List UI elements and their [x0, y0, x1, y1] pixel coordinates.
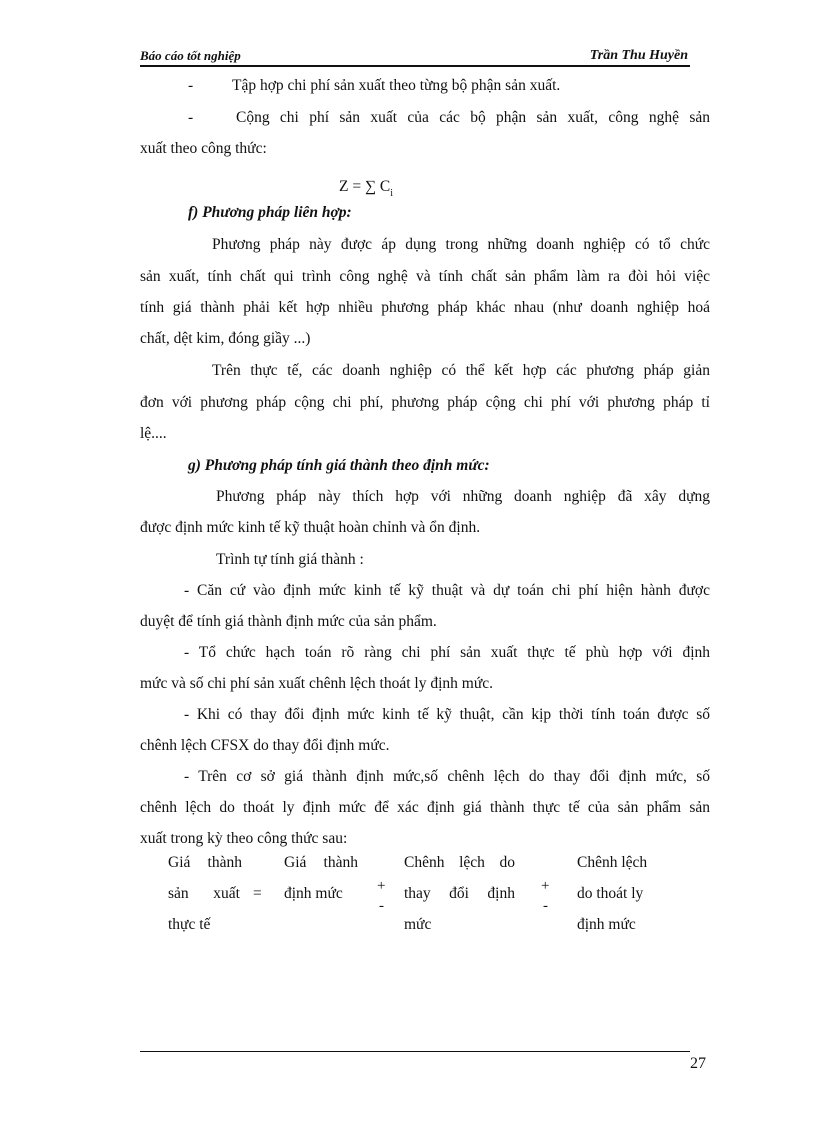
section-heading: f) Phương pháp liên hợp: [188, 204, 352, 221]
plus-sign: + [541, 878, 550, 894]
page-header [140, 47, 690, 67]
plus-sign: + [377, 878, 386, 894]
page-number: 27 [690, 1055, 706, 1072]
minus-sign: - [379, 898, 384, 914]
paragraph-line: lệ.... [140, 425, 167, 442]
list-item-line: - Trên cơ sở giá thành định mức,số chênh lệch do thay đổi định mức, số [184, 768, 710, 785]
equation-term-standard-cost: Giá thành [284, 854, 358, 871]
equation-term-actual-cost: sản xuất [168, 885, 240, 902]
paragraph-line: sản xuất, tính chất qui trình công nghệ và tính chất sản phẩm làm ra đòi hỏi việc [140, 268, 710, 285]
equation-term-norm-deviation: Chênh lệch [577, 854, 648, 871]
formula-z-sum [339, 178, 394, 199]
formula-sum: ∑ C [364, 178, 391, 195]
list-item-line: mức và số chi phí sản xuất chênh lệch thoát ly định mức. [140, 675, 493, 692]
list-item-line: - Khi có thay đổi định mức kinh tế kỹ thuật, cần kịp thời tính toán được số [184, 706, 710, 723]
equation-term-norm-change: mức [404, 916, 432, 933]
equation-term-standard-cost: định mức [284, 885, 343, 902]
bullet-dash: - [188, 77, 194, 94]
list-item-line: - Tổ chức hạch toán rõ ràng chi phí sản xuất thực tế phù hợp với định [184, 644, 710, 661]
list-item-line: chênh lệch do thoát ly định mức để xác định giá thành thực tế của sản phẩm sản [140, 799, 710, 816]
paragraph-line: Trên thực tế, các doanh nghiệp có thể kết hợp các phương pháp giản [212, 362, 710, 379]
equation-term-norm-deviation: định mức [577, 916, 636, 933]
bullet-text: Tập hợp chi phí sản xuất theo từng bộ phận sản xuất. [232, 77, 561, 94]
bullet-text: Cộng chi phí sản xuất của các bộ phận sản xuất, công nghệ sản [236, 109, 710, 126]
equation-term-actual-cost: thực tế [168, 916, 211, 933]
minus-sign: - [543, 898, 548, 914]
bullet-continuation: xuất theo công thức: [140, 140, 267, 157]
paragraph-line: Trình tự tính giá thành : [216, 551, 364, 568]
formula-subscript: i [390, 188, 394, 199]
equation-term-actual-cost: Giá thành [168, 854, 242, 871]
paragraph-line: được định mức kinh tế kỹ thuật hoàn chỉnh và ổn định. [140, 519, 481, 536]
header-report-title: Báo cáo tốt nghiệp [140, 48, 241, 63]
equals-sign: = [253, 885, 262, 902]
bullet-dash: - [188, 109, 194, 126]
header-author-name: Trần Thu Huyền [589, 48, 688, 63]
list-item-line: xuất trong kỳ theo công thức sau: [140, 830, 348, 847]
paragraph-line: đơn với phương pháp cộng chi phí, phương pháp cộng chi phí với phương pháp tỉ [140, 394, 710, 411]
paragraph-line: Phương pháp này thích hợp với những doanh nghiệp đã xây dựng [216, 488, 710, 505]
footer-divider [140, 1051, 690, 1052]
list-item-line: chênh lệch CFSX do thay đổi định mức. [140, 737, 390, 754]
equation-term-norm-deviation: do thoát ly [577, 885, 644, 902]
section-heading: g) Phương pháp tính giá thành theo định mức: [188, 457, 490, 474]
list-item-line: - Căn cứ vào định mức kinh tế kỹ thuật và dự toán chi phí hiện hành được [184, 582, 710, 599]
equation-term-norm-change: Chênh lệch do [404, 854, 515, 871]
paragraph-line: chất, dệt kim, đóng giầy ...) [140, 330, 311, 347]
list-item-line: duyệt để tính giá thành định mức của sản phẩm. [140, 613, 437, 630]
paragraph-line: tính giá thành phải kết hợp nhiều phương pháp khác nhau (như doanh nghiệp hoá [140, 299, 710, 316]
paragraph-line: Phương pháp này được áp dụng trong những doanh nghiệp có tổ chức [212, 236, 710, 253]
equation-term-norm-change: thay đổi định [404, 885, 515, 902]
formula-lhs: Z = [339, 178, 365, 195]
